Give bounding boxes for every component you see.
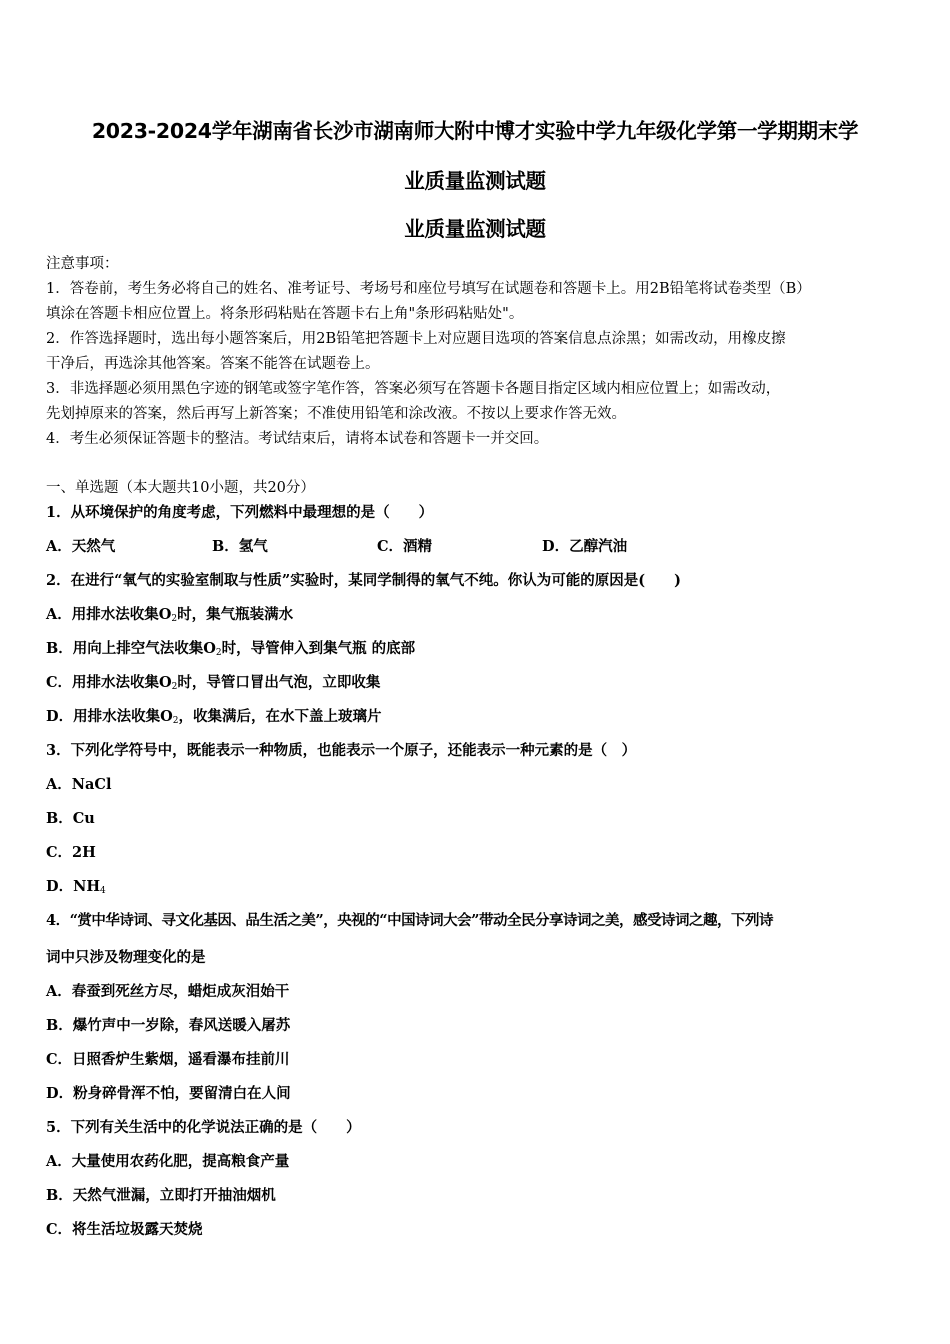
section-heading: 一、单选题（本大题共10小题，共20分） [46,480,315,496]
exam-title-line-2: 业质量监测试题 [404,169,546,193]
notes-item-4: 4．考生必须保证答题卡的整洁。考试结束后，请将本试卷和答题卡一并交回。 [46,431,549,447]
q1-option-c: C．酒精 [377,538,433,555]
q2-option-b: B．用向上排空气法收集$O_2$时，导管伸入到集气瓶 的底部 [46,640,416,658]
notes-item-1a: 1．答卷前，考生务必将自己的姓名、准考证号、考场号和座位号填写在试题卷和答题卡上。用2B铅笔将试卷类型（B） [46,281,811,297]
q3-option-a: A．NaCl [46,776,112,793]
notes-item-1b: 填涂在答题卡相应位置上。将条形码粘贴在答题卡右上角"条形码粘贴处"。 [46,306,524,322]
exam-title-line-3: 业质量监测试题 [404,217,546,241]
q4-option-a: A．春蚕到死丝方尽，蜡炬成灰泪始干 [46,983,290,1000]
q2-stem: 2．在进行“氧气的实验室制取与性质”实验时，某同学制得的氧气不纯。你认为可能的原因是( ) [46,572,681,589]
notes-item-3b: 先划掉原来的答案，然后再写上新答案；不准使用铅笔和涂改液。不按以上要求作答无效。 [46,406,626,422]
q3-option-d: D．$NH_4$ [46,878,106,896]
q3-option-b: B．Cu [46,810,95,827]
q4-option-c: C．日照香炉生紫烟，遥看瀑布挂前川 [46,1051,290,1068]
q4-option-d: D．粉身碎骨浑不怕，要留清白在人间 [46,1085,291,1102]
notes-heading: 注意事项： [46,256,119,272]
q5-stem: 5．下列有关生活中的化学说法正确的是（ ） [46,1119,361,1136]
q4-stem-line-2: 词中只涉及物理变化的是 [46,949,206,966]
exam-title-line-1: 2023-2024学年湖南省长沙市湖南师大附中博才实验中学九年级化学第一学期期末学 [91,119,859,143]
notes-item-2a: 2．作答选择题时，选出每小题答案后，用2B铅笔把答题卡上对应题目选项的答案信息点涂黑；如需改动，用橡皮擦 [46,331,786,347]
q1-option-a: A．天然气 [46,538,116,555]
q1-option-d: D．乙醇汽油 [542,538,628,555]
notes-item-2b: 干净后，再选涂其他答案。答案不能答在试题卷上。 [46,356,380,372]
q5-option-a: A．大量使用农药化肥，提高粮食产量 [46,1153,290,1170]
q3-option-c: C．2H [46,844,96,861]
q2-option-a: A．用排水法收集$O_2$时，集气瓶装满水 [46,606,294,624]
q1-stem: 1．从环境保护的角度考虑，下列燃料中最理想的是（ ） [46,504,434,521]
q5-option-b: B．天然气泄漏，立即打开抽油烟机 [46,1187,276,1204]
q2-option-d: D．用排水法收集$O_2$，收集满后，在水下盖上玻璃片 [46,708,382,726]
q4-stem-line-1: 4．“赏中华诗词、寻文化基因、品生活之美”，央视的“中国诗词大会”带动全民分享诗词之美，感受诗词之趣，下列诗 [46,912,773,929]
q5-option-c: C．将生活垃圾露天焚烧 [46,1221,203,1238]
q1-option-b: B．氢气 [212,538,268,555]
q3-stem: 3．下列化学符号中，既能表示一种物质，也能表示一个原子，还能表示一种元素的是（ ） [46,742,637,759]
notes-item-3a: 3．非选择题必须用黑色字迹的钢笔或签字笔作答，答案必须写在答题卡各题目指定区域内相应位置上；如需改动， [46,381,781,397]
q2-option-c: C．用排水法收集$O_2$时，导管口冒出气泡，立即收集 [46,674,381,692]
exam-notes [46,252,906,452]
q4-option-b: B．爆竹声中一岁除，春风送暖入屠苏 [46,1017,291,1034]
